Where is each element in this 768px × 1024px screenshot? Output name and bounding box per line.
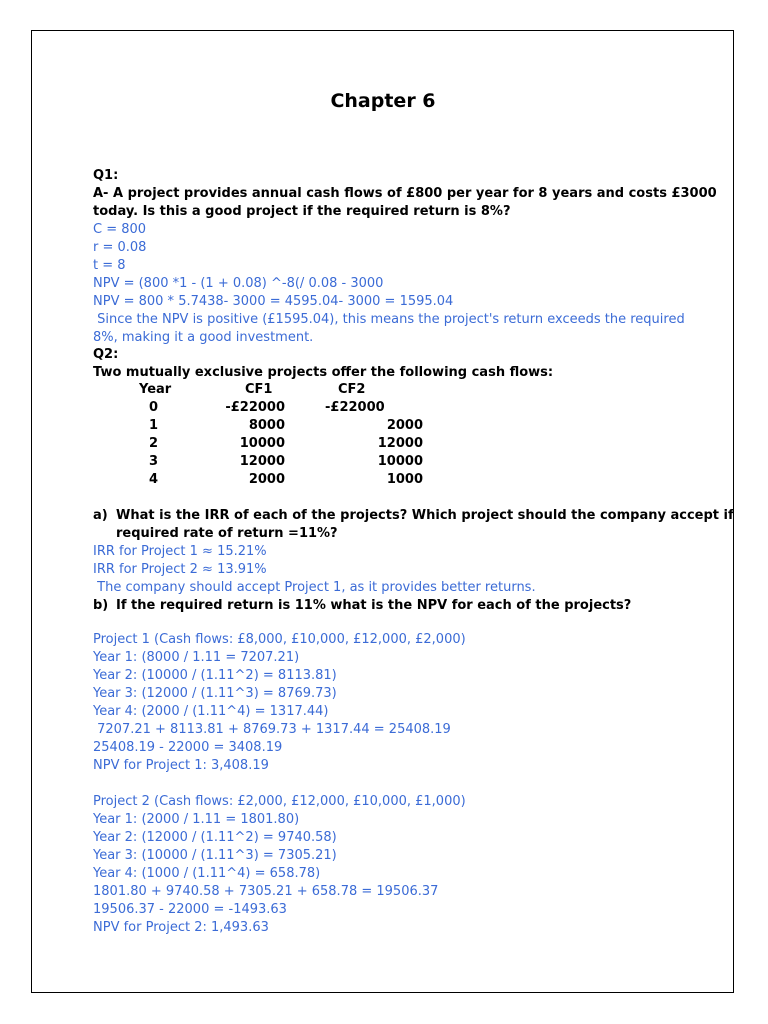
table-cell-year: 4 bbox=[149, 472, 159, 487]
part-a-answer-line: IRR for Project 1 ≈ 15.21% bbox=[93, 544, 267, 559]
table-cell-cf1: -£22000 bbox=[225, 400, 285, 415]
table-header-cf1: CF1 bbox=[245, 382, 273, 397]
part-a-answer-line: The company should accept Project 1, as it provides better returns. bbox=[93, 580, 536, 595]
table-cell-year: 1 bbox=[149, 418, 159, 433]
part-b-marker: b) bbox=[93, 598, 109, 613]
q1-answer-line: C = 800 bbox=[93, 222, 147, 237]
project1-line: Project 1 (Cash flows: £8,000, £10,000, £12,000, £2,000) bbox=[93, 632, 466, 647]
part-a-question-line-2: required rate of return =11%? bbox=[116, 526, 338, 541]
table-cell-cf2: 12000 bbox=[377, 436, 423, 451]
q1-answer-line: t = 8 bbox=[93, 258, 126, 273]
part-b-question: If the required return is 11% what is the NPV for each of the projects? bbox=[116, 598, 632, 613]
project2-line: Year 2: (12000 / (1.11^2) = 9740.58) bbox=[93, 830, 337, 845]
q2-intro: Two mutually exclusive projects offer the following cash flows: bbox=[93, 365, 554, 380]
table-header-year: Year bbox=[139, 382, 172, 397]
page-title: Chapter 6 bbox=[330, 90, 436, 112]
part-a-answer-line: IRR for Project 2 ≈ 13.91% bbox=[93, 562, 267, 577]
project1-line: Year 3: (12000 / (1.11^3) = 8769.73) bbox=[93, 686, 337, 701]
q1-answer-line: Since the NPV is positive (£1595.04), this means the project's return exceeds the required bbox=[93, 312, 685, 327]
project1-line: 7207.21 + 8113.81 + 8769.73 + 1317.44 = 25408.19 bbox=[93, 722, 451, 737]
q1-question-line-2: today. Is this a good project if the required return is 8%? bbox=[93, 204, 511, 219]
part-a-question-line-1: What is the IRR of each of the projects? Which project should the company accept if bbox=[116, 508, 734, 523]
project2-line: Project 2 (Cash flows: £2,000, £12,000, £10,000, £1,000) bbox=[93, 794, 466, 809]
table-cell-cf1: 10000 bbox=[239, 436, 285, 451]
project2-line: Year 4: (1000 / (1.11^4) = 658.78) bbox=[93, 866, 321, 881]
table-cell-cf1: 12000 bbox=[239, 454, 285, 469]
table-cell-cf1: 2000 bbox=[248, 472, 285, 487]
table-cell-year: 2 bbox=[149, 436, 159, 451]
project2-line: Year 1: (2000 / 1.11 = 1801.80) bbox=[93, 812, 300, 827]
q1-answer-line: NPV = 800 * 5.7438- 3000 = 4595.04- 3000 = 1595.04 bbox=[93, 294, 454, 309]
table-cell-cf2: 1000 bbox=[386, 472, 423, 487]
table-cell-year: 3 bbox=[149, 454, 159, 469]
table-cell-cf2: 10000 bbox=[377, 454, 423, 469]
project1-line: Year 4: (2000 / (1.11^4) = 1317.44) bbox=[93, 704, 329, 719]
part-a-marker: a) bbox=[93, 508, 108, 523]
project2-line: NPV for Project 2: 1,493.63 bbox=[93, 920, 269, 935]
q1-answer-line: r = 0.08 bbox=[93, 240, 147, 255]
project1-line: NPV for Project 1: 3,408.19 bbox=[93, 758, 269, 773]
table-cell-cf1: 8000 bbox=[248, 418, 285, 433]
q2-heading: Q2: bbox=[93, 347, 119, 362]
project1-line: 25408.19 - 22000 = 3408.19 bbox=[93, 740, 283, 755]
q1-answer-line: NPV = (800 *1 - (1 + 0.08) ^-8(/ 0.08 - 3000 bbox=[93, 276, 384, 291]
table-cell-year: 0 bbox=[149, 400, 159, 415]
project2-line: Year 3: (10000 / (1.11^3) = 7305.21) bbox=[93, 848, 337, 863]
q1-heading: Q1: bbox=[93, 168, 119, 183]
project2-line: 1801.80 + 9740.58 + 7305.21 + 658.78 = 19506.37 bbox=[93, 884, 439, 899]
table-cell-cf2: 2000 bbox=[386, 418, 423, 433]
project1-line: Year 2: (10000 / (1.11^2) = 8113.81) bbox=[93, 668, 337, 683]
q1-question-line-1: A- A project provides annual cash flows of £800 per year for 8 years and costs £3000 bbox=[93, 186, 717, 201]
table-header-cf2: CF2 bbox=[338, 382, 366, 397]
project1-line: Year 1: (8000 / 1.11 = 7207.21) bbox=[93, 650, 300, 665]
table-cell-cf2: -£22000 bbox=[325, 400, 385, 415]
project2-line: 19506.37 - 22000 = -1493.63 bbox=[93, 902, 287, 917]
q1-answer-line: 8%, making it a good investment. bbox=[93, 330, 314, 345]
